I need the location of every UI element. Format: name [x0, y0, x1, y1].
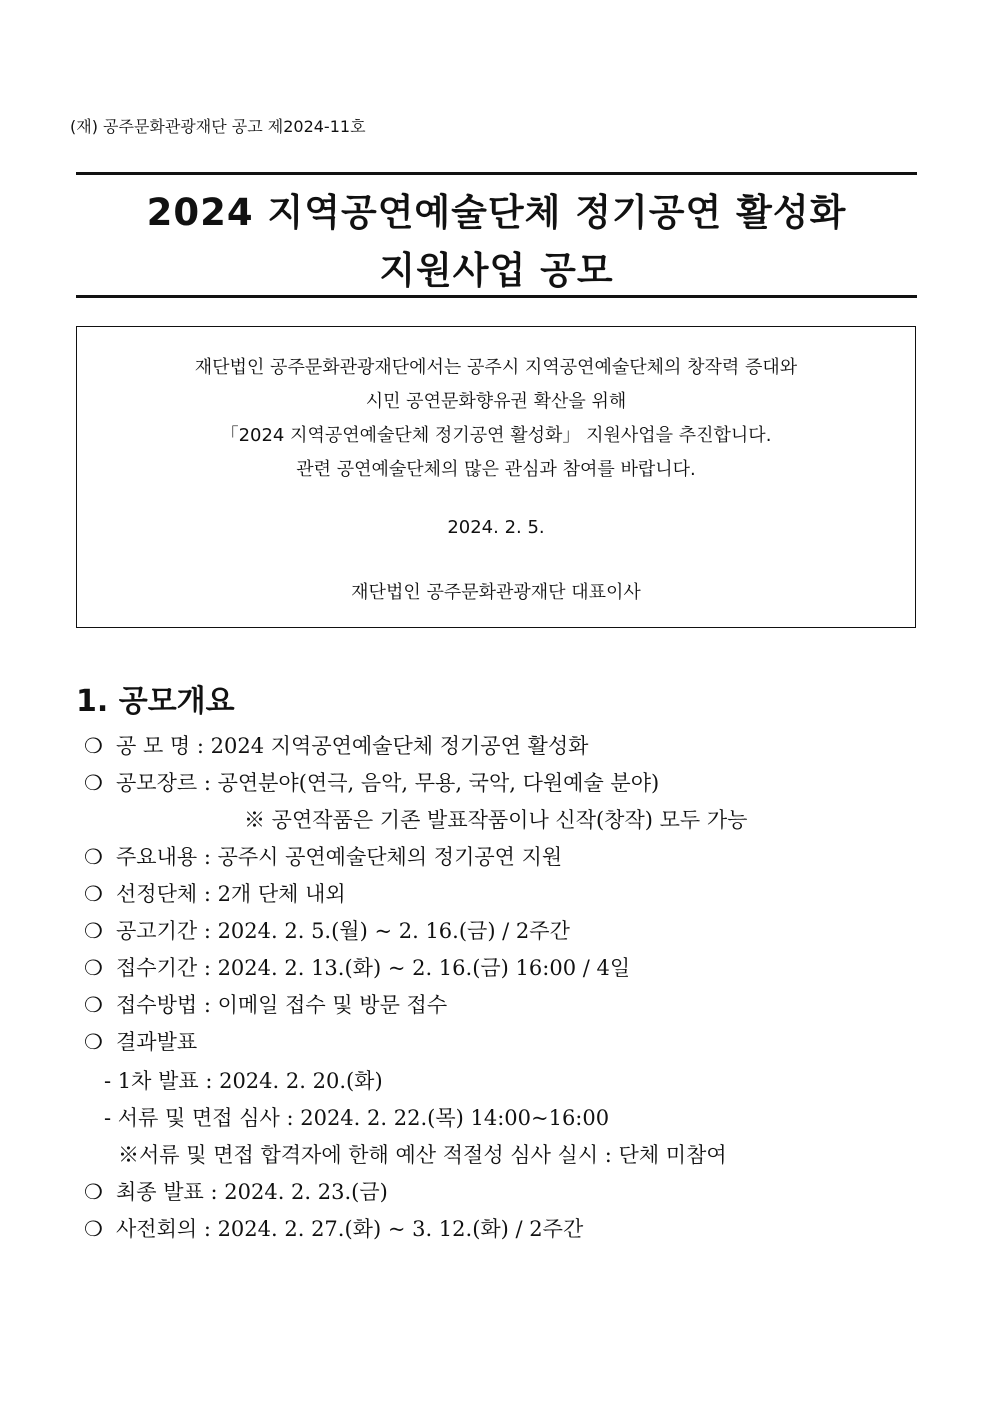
list-item — [84, 915, 570, 945]
list-item-text: 공고기간 : 2024. 2. 5.(월) ~ 2. 16.(금) / 2주간 — [116, 919, 570, 943]
circle-bullet-icon: ❍ — [84, 734, 103, 758]
list-note: ※ 공연작품은 기존 발표작품이나 신작(창작) 모두 가능 — [244, 808, 748, 832]
intro-date: 2024. 2. 5. — [447, 517, 545, 538]
circle-bullet-icon: ❍ — [84, 845, 103, 869]
list-item-text: 선정단체 : 2개 단체 내외 — [116, 882, 346, 906]
list-item-text: 사전회의 : 2024. 2. 27.(화) ~ 3. 12.(화) / 2주간 — [116, 1217, 584, 1241]
list-item-text: 접수방법 : 이메일 접수 및 방문 접수 — [116, 993, 448, 1017]
list-item-text: 공모장르 : 공연분야(연극, 음악, 무용, 국악, 다원예술 분야) — [116, 771, 660, 795]
list-item-text: 결과발표 — [116, 1030, 198, 1054]
title-top-rule — [76, 172, 917, 175]
intro-line-2: 시민 공연문화향유권 확산을 위해 — [365, 391, 627, 412]
list-item-text: 주요내용 : 공주시 공연예술단체의 정기공연 지원 — [116, 845, 563, 869]
list-item — [84, 730, 588, 760]
notice-number: (재) 공주문화관광재단 공고 제2024-11호 — [70, 117, 366, 136]
title-bottom-rule — [76, 295, 917, 298]
intro-line-4: 관련 공연예술단체의 많은 관심과 참여를 바랍니다. — [296, 459, 696, 480]
list-item — [84, 878, 346, 908]
list-item-text: 공 모 명 : 2024 지역공연예술단체 정기공연 활성화 — [116, 734, 589, 758]
circle-bullet-icon: ❍ — [84, 993, 103, 1017]
list-item — [84, 952, 630, 982]
list-item — [84, 767, 659, 797]
intro-line-1: 재단법인 공주문화관광재단에서는 공주시 지역공연예술단체의 창작력 증대와 — [194, 357, 798, 378]
circle-bullet-icon: ❍ — [84, 882, 103, 906]
sub-item: - 1차 발표 : 2024. 2. 20.(화) — [104, 1069, 383, 1093]
list-item — [84, 1213, 583, 1243]
list-item — [84, 1026, 197, 1056]
sub-item: - 서류 및 면접 심사 : 2024. 2. 22.(목) 14:00~16:00 — [104, 1106, 610, 1130]
circle-bullet-icon: ❍ — [84, 956, 103, 980]
circle-bullet-icon: ❍ — [84, 919, 103, 943]
page-title-line1: 2024 지역공연예술단체 정기공연 활성화 — [146, 191, 847, 234]
list-item — [84, 989, 447, 1019]
circle-bullet-icon: ❍ — [84, 771, 103, 795]
list-item-text: 최종 발표 : 2024. 2. 23.(금) — [116, 1180, 388, 1204]
intro-line-3: 「2024 지역공연예술단체 정기공연 활성화」 지원사업을 추진합니다. — [220, 425, 772, 446]
intro-signature: 재단법인 공주문화관광재단 대표이사 — [351, 582, 641, 603]
circle-bullet-icon: ❍ — [84, 1030, 103, 1054]
section-heading: 1. 공모개요 — [76, 684, 235, 719]
list-item-text: 접수기간 : 2024. 2. 13.(화) ~ 2. 16.(금) 16:00 / 4일 — [116, 956, 631, 980]
intro-box — [76, 326, 916, 628]
list-item — [84, 841, 562, 871]
circle-bullet-icon: ❍ — [84, 1217, 103, 1241]
circle-bullet-icon: ❍ — [84, 1180, 103, 1204]
sub-note: ※서류 및 면접 합격자에 한해 예산 적절성 심사 실시 : 단체 미참여 — [118, 1143, 727, 1167]
list-item — [84, 1176, 388, 1206]
page-title-line2: 지원사업 공모 — [379, 249, 614, 292]
